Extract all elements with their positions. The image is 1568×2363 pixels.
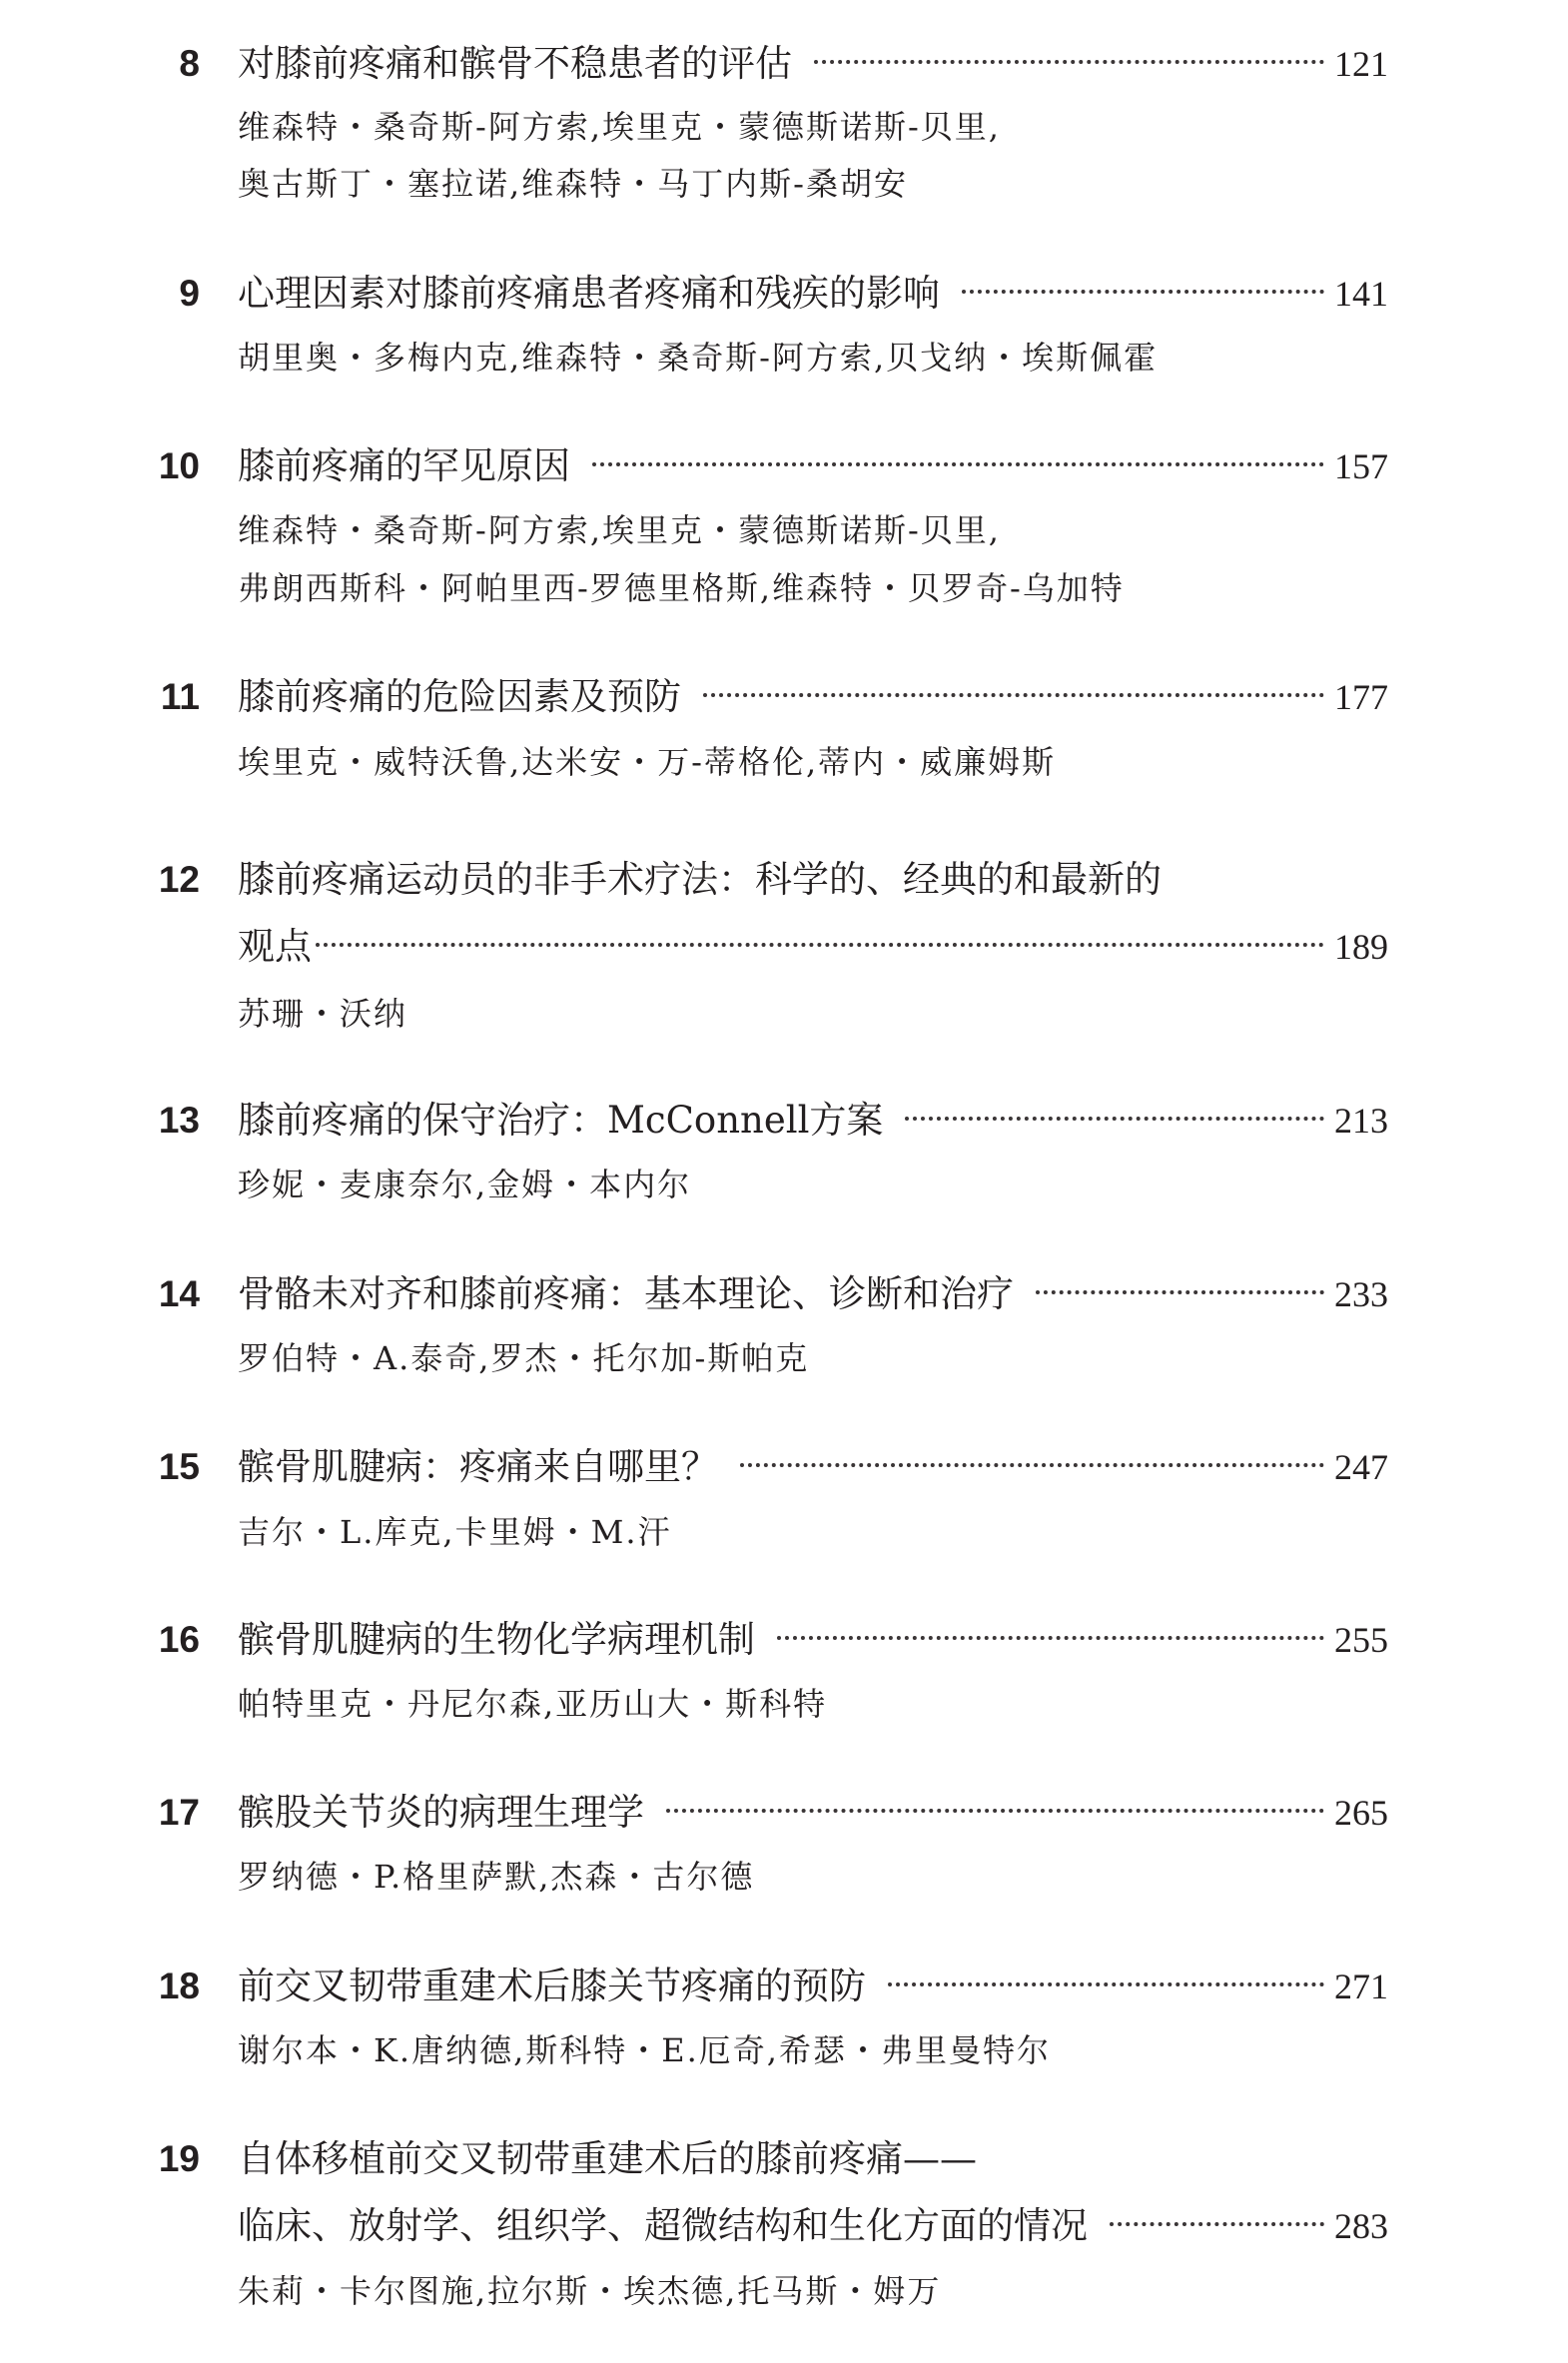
chapter-authors: 朱莉・卡尔图施,拉尔斯・埃杰德,托马斯・姆万 [238,2272,942,2310]
dot-leader [962,290,1324,294]
chapter-title-line [238,923,1388,971]
chapter-title-line [238,1270,1388,1318]
page-number: 121 [1334,44,1388,84]
chapter-number: 14 [158,1273,200,1314]
chapter-number: 12 [158,859,200,900]
dot-leader [1036,1290,1324,1294]
chapter-authors: 帕特里克・丹尼尔森,亚历山大・斯科特 [238,1685,828,1723]
dot-leader [888,1982,1324,1986]
chapter-title-continuation[interactable]: 观点 [238,925,312,968]
chapter-title[interactable]: 对膝前疼痛和髌骨不稳患者的评估 [238,42,792,85]
dot-leader [777,1636,1324,1640]
chapter-title-continuation[interactable]: 临床、放射学、组织学、超微结构和生化方面的情况 [238,2204,1088,2247]
chapter-title[interactable]: 前交叉韧带重建术后膝关节疼痛的预防 [238,1965,866,2007]
page-number: 157 [1334,446,1388,486]
page-number: 265 [1334,1793,1388,1833]
chapter-authors: 胡里奥・多梅内克,维森特・桑奇斯-阿方索,贝戈纳・埃斯佩霍 [238,339,1159,377]
chapter-title[interactable]: 膝前疼痛的保守治疗：McConnell方案 [238,1099,884,1142]
chapter-authors: 苏珊・沃纳 [238,995,408,1033]
chapter-number: 15 [158,1446,200,1487]
chapter-title-line [238,1443,1388,1491]
page-number: 213 [1334,1101,1388,1141]
chapter-number: 17 [158,1792,200,1833]
page-number: 247 [1334,1447,1388,1487]
chapter-title-line [238,442,1388,490]
chapter-title[interactable]: 膝前疼痛的罕见原因 [238,444,570,487]
chapter-authors: 罗伯特・A.泰奇,罗杰・托尔加-斯帕克 [238,1339,810,1377]
chapter-number: 13 [158,1100,200,1141]
chapter-number: 10 [158,445,200,486]
chapter-authors: 谢尔本・K.唐纳德,斯科特・E.厄奇,希瑟・弗里曼特尔 [238,2031,1051,2069]
page-number: 255 [1334,1620,1388,1660]
chapter-title[interactable]: 骨骼未对齐和膝前疼痛：基本理论、诊断和治疗 [238,1272,1014,1315]
dot-leader [905,1117,1324,1121]
chapter-title-line [238,1963,1388,2010]
chapter-title[interactable]: 膝前疼痛运动员的非手术疗法：科学的、经典的和最新的 [238,858,1162,901]
page-number: 283 [1334,2206,1388,2246]
chapter-authors: 维森特・桑奇斯-阿方索,埃里克・蒙德斯诺斯-贝里, [238,108,1001,146]
chapter-title-line [238,40,1388,88]
chapter-authors: 奥古斯丁・塞拉诺,维森特・马丁内斯-桑胡安 [238,165,908,203]
page-number: 141 [1334,274,1388,314]
chapter-authors: 维森特・桑奇斯-阿方索,埃里克・蒙德斯诺斯-贝里, [238,511,1001,549]
page-number: 233 [1334,1274,1388,1314]
chapter-number: 19 [158,2138,200,2179]
dot-leader [814,60,1324,64]
chapter-title[interactable]: 髌骨肌腱病：疼痛来自哪里？ [238,1445,718,1488]
chapter-title[interactable]: 心理因素对膝前疼痛患者疼痛和残疾的影响 [238,272,940,315]
page-number: 177 [1334,677,1388,717]
dot-leader [316,943,1324,947]
chapter-title-line [238,673,1388,721]
chapter-authors: 弗朗西斯科・阿帕里西-罗德里格斯,维森特・贝罗奇-乌加特 [238,569,1125,607]
chapter-title-line [238,270,1388,318]
chapter-number: 16 [158,1619,200,1660]
page-number: 271 [1334,1967,1388,2006]
page-number: 189 [1334,927,1388,967]
chapter-title[interactable]: 膝前疼痛的危险因素及预防 [238,675,681,718]
chapter-title-line [238,1789,1388,1837]
chapter-number: 8 [179,43,200,84]
chapter-authors: 吉尔・L.库克,卡里姆・M.汗 [238,1513,672,1551]
chapter-authors: 珍妮・麦康奈尔,金姆・本内尔 [238,1166,692,1203]
dot-leader [1110,2222,1324,2226]
chapter-title-line [238,1097,1388,1145]
chapter-number: 9 [179,273,200,314]
chapter-authors: 罗纳德・P.格里萨默,杰森・古尔德 [238,1858,755,1896]
chapter-title[interactable]: 髌骨肌腱病的生物化学病理机制 [238,1618,755,1661]
chapter-title[interactable]: 自体移植前交叉韧带重建术后的膝前疼痛—— [238,2137,977,2180]
chapter-number: 18 [158,1966,200,2006]
chapter-authors: 埃里克・威特沃鲁,达米安・万-蒂格伦,蒂内・威廉姆斯 [238,743,1057,781]
dot-leader [740,1463,1324,1467]
chapter-title-line [238,1616,1388,1664]
dot-leader [592,462,1324,466]
dot-leader [666,1809,1324,1813]
chapter-title-line [238,2202,1388,2250]
chapter-title[interactable]: 髌股关节炎的病理生理学 [238,1791,644,1834]
dot-leader [703,693,1324,697]
chapter-number: 11 [160,676,200,717]
